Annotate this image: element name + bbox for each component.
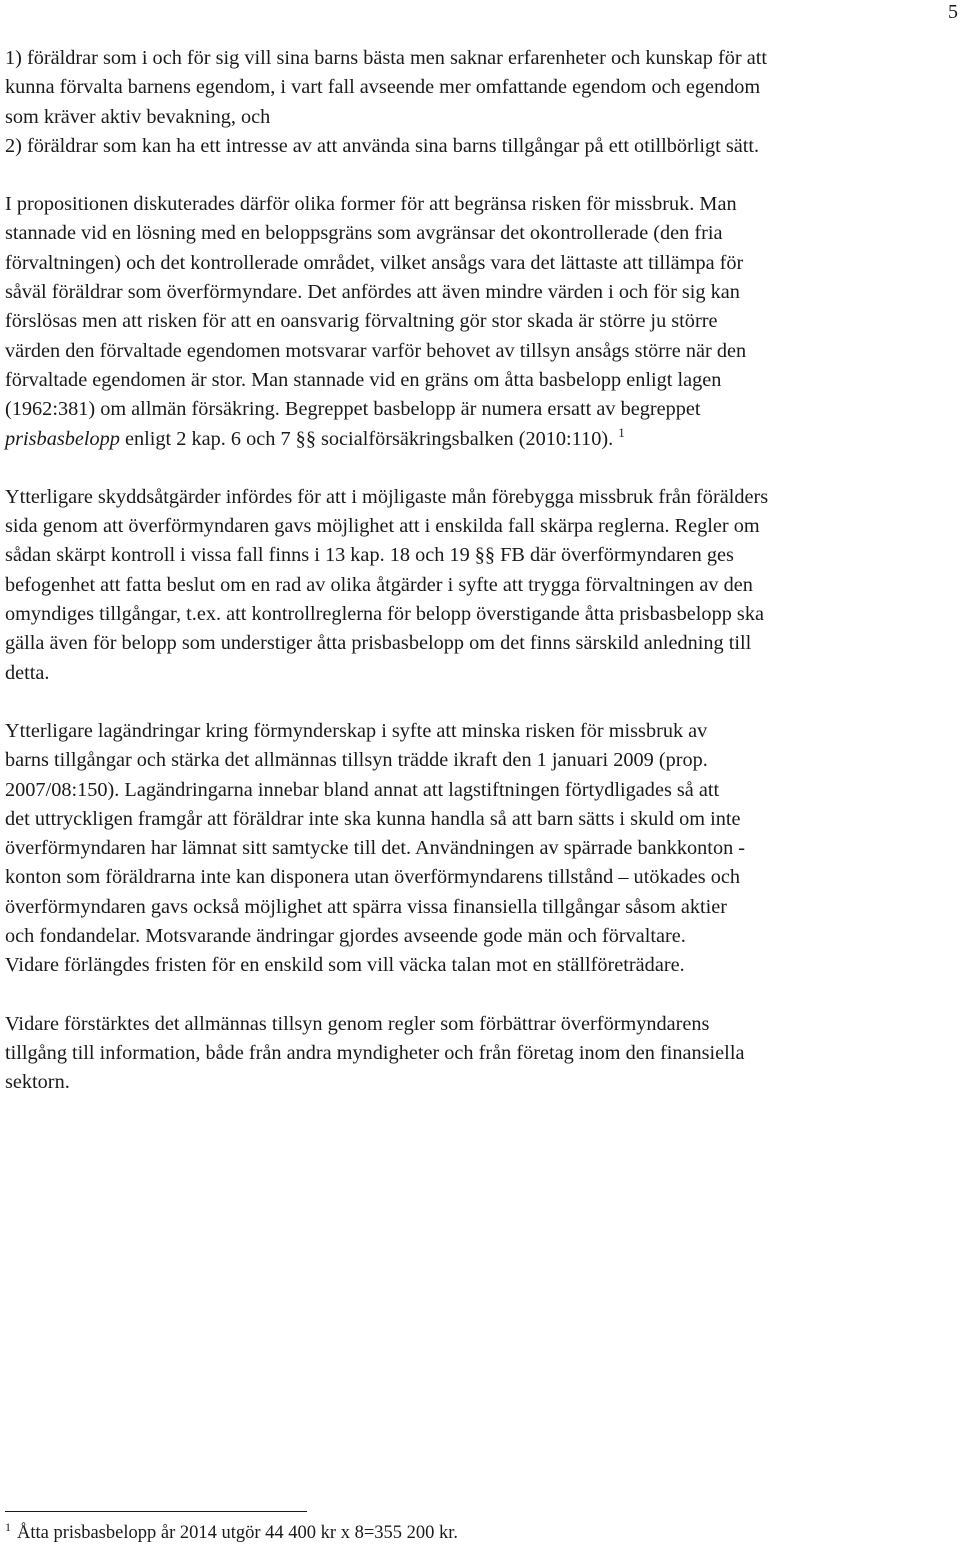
text-line: förvaltningen) och det kontrollerade området, vilket ansågs vara det lättaste att tillämpa för bbox=[5, 251, 744, 274]
text-line: omyndiges tillgångar, t.ex. att kontrollreglerna för belopp överstigande åtta prisbasbelopp ska bbox=[5, 603, 764, 626]
footnote bbox=[5, 1519, 459, 1544]
text-segment: enligt 2 kap. 6 och 7 §§ socialförsäkringsbalken (2010:110). bbox=[119, 427, 614, 450]
list-item-2: 2) föräldrar som kan ha ett intresse av att använda sina barns tillgångar på ett otillbörligt sätt. bbox=[5, 134, 760, 157]
text-line: förslösas men att risken för att en oansvarig förvaltning gör stor skada är större ju större bbox=[5, 310, 718, 333]
paragraph-3 bbox=[5, 717, 945, 981]
text-line: I propositionen diskuterades därför olika former för att begränsa risken för missbruk. Man bbox=[5, 193, 737, 216]
text-line: förvaltade egendomen är stor. Man stannade vid en gräns om åtta basbelopp enligt lagen bbox=[5, 368, 722, 391]
text-line: 1) föräldrar som i och för sig vill sina barns bästa men saknar erfarenheter och kunskap för att bbox=[5, 47, 767, 69]
footnote-text: Åtta prisbasbelopp år 2014 utgör 44 400 kr x 8=355 200 kr. bbox=[17, 1523, 459, 1543]
text-line: överförmyndaren har lämnat sitt samtycke till det. Användningen av spärrade bankkonton - bbox=[5, 837, 746, 860]
text-line: sådan skärpt kontroll i vissa fall finns i 13 kap. 18 och 19 §§ FB där överförmyndaren ges bbox=[5, 544, 734, 567]
text-line: gälla även för belopp som understiger åtta prisbasbelopp om det finns särskild anledning till bbox=[5, 632, 752, 655]
text-line: stannade vid en lösning med en beloppsgräns som avgränsar det okontrollerade (den fria bbox=[5, 222, 723, 245]
text-line: befogenhet att fatta beslut om en rad av olika åtgärder i syfte att trygga förvaltningen av den bbox=[5, 573, 753, 596]
text-line: och fondandelar. Motsvarande ändringar gjordes avseende gode män och förvaltare. bbox=[5, 925, 686, 948]
text-line: Vidare förstärktes det allmännas tillsyn genom regler som förbättrar överförmyndarens bbox=[5, 1012, 710, 1035]
list bbox=[5, 44, 945, 161]
text-line: Ytterligare skyddsåtgärder infördes för att i möjligaste mån förebygga missbruk från förälders bbox=[5, 485, 769, 508]
page-number: 5 bbox=[948, 1, 958, 23]
paragraph-2 bbox=[5, 483, 945, 688]
paragraph-4 bbox=[5, 1010, 945, 1098]
text-line: värden den förvaltade egendomen motsvarar varför behovet av tillsyn ansågs större när den bbox=[5, 339, 747, 362]
text-line: tillgång till information, både från andra myndigheter och från företag inom den finansiella bbox=[5, 1041, 745, 1064]
paragraph-1 bbox=[5, 190, 945, 454]
text-line: barns tillgångar och stärka det allmännas tillsyn trädde ikraft den 1 januari 2009 (prop. bbox=[5, 749, 708, 772]
text-line: (1962:381) om allmän försäkring. Begreppet basbelopp är numera ersatt av begreppet bbox=[5, 398, 701, 421]
text-line: Vidare förlängdes fristen för en enskild som vill väcka talan mot en ställföreträdare. bbox=[5, 954, 685, 977]
text-line: detta. bbox=[5, 661, 50, 684]
footnote-reference[interactable]: 1 bbox=[618, 424, 625, 440]
text-line: sida genom att överförmyndaren gavs möjlighet att i enskilda fall skärpa reglerna. Regler om bbox=[5, 515, 760, 538]
text-line: överförmyndaren gavs också möjlighet att spärra vissa finansiella tillgångar såsom aktier bbox=[5, 895, 728, 918]
footnote-divider bbox=[5, 1511, 307, 1512]
text-line: kunna förvalta barnens egendom, i vart fall avseende mer omfattande egendom och egendom bbox=[5, 76, 761, 99]
text-line: Ytterligare lagändringar kring förmynderskap i syfte att minska risken för missbruk av bbox=[5, 719, 708, 742]
text-line: sektorn. bbox=[5, 1071, 70, 1094]
text-line: 2007/08:150). Lagändringarna innebar bland annat att lagstiftningen förtydligades så att bbox=[5, 778, 720, 801]
document-body bbox=[5, 44, 945, 1098]
footnote-mark: 1 bbox=[5, 1519, 11, 1534]
text-line: såväl föräldrar som överförmyndare. Det anfördes att även mindre värden i och för sig kan bbox=[5, 281, 740, 304]
italic-term: prisbasbelopp bbox=[5, 427, 120, 450]
text-line: det uttryckligen framgår att föräldrar inte ska kunna handla så att barn sätts i skuld om inte bbox=[5, 807, 741, 830]
text-line: som kräver aktiv bevakning, och bbox=[5, 105, 271, 128]
text-line bbox=[5, 425, 945, 454]
list-item-1 bbox=[5, 44, 945, 132]
text-line: konton som föräldrarna inte kan disponera utan överförmyndarens tillstånd – utökades och bbox=[5, 866, 740, 889]
